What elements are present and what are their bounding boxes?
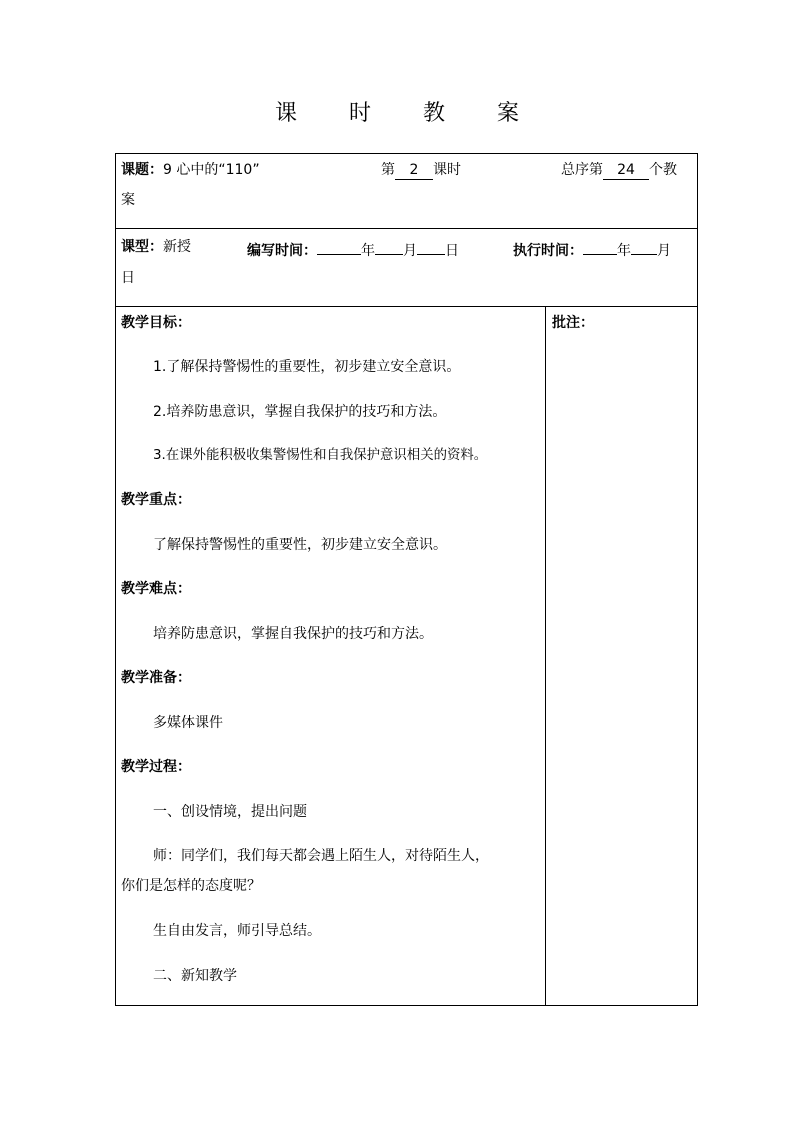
title-char-4: 案	[497, 101, 520, 126]
process-line: 师：同学们，我们每天都会遇上陌生人，对待陌生人，	[153, 848, 489, 864]
exec-month-label: 月	[657, 243, 671, 259]
total-sequence-value: 24	[603, 162, 649, 180]
total-prefix: 总序第	[561, 162, 603, 178]
title-char-1: 课	[274, 101, 297, 126]
process-line: 一、创设情境，提出问题	[153, 804, 307, 820]
exec-time-label: 执行时间：	[513, 243, 583, 259]
write-time-label: 编写时间：	[247, 243, 317, 259]
type-row	[121, 237, 191, 257]
write-day-label: 日	[445, 243, 459, 259]
goal-item: 2.培养防患意识，掌握自我保护的技巧和方法。	[153, 404, 447, 420]
prep-heading: 教学准备：	[121, 670, 191, 686]
table-border-right	[697, 153, 698, 1006]
write-month-label: 月	[403, 243, 417, 259]
write-day-blank	[417, 237, 445, 255]
write-month-blank	[375, 237, 403, 255]
column-divider	[545, 306, 546, 1006]
type-row-wrap: 日	[121, 270, 135, 286]
title-char-2: 时	[348, 101, 371, 126]
type-value: 新授	[163, 239, 191, 255]
lesson-plan-table	[115, 153, 698, 1006]
table-border-left	[115, 153, 116, 1006]
process-line: 生自由发言，师引导总结。	[153, 923, 321, 939]
goal-item: 1.了解保持警惕性的重要性，初步建立安全意识。	[153, 359, 461, 375]
total-sequence	[561, 160, 677, 180]
topic-label: 课题：	[121, 162, 163, 178]
difficulty-heading: 教学难点：	[121, 581, 191, 597]
table-border-top	[115, 153, 698, 154]
write-year-blank	[317, 237, 361, 255]
process-line: 二、新知教学	[153, 968, 237, 984]
lesson-prefix: 第	[381, 162, 395, 178]
page-title	[0, 96, 794, 127]
write-time	[247, 237, 459, 261]
title-char-3: 教	[423, 101, 446, 126]
write-year-label: 年	[361, 243, 375, 259]
exec-year-label: 年	[617, 243, 631, 259]
lesson-number	[381, 160, 461, 180]
topic-value: 9 心中的“110”	[163, 162, 260, 178]
lesson-number-value: 2	[395, 162, 433, 180]
topic-row	[121, 160, 260, 180]
goals-heading: 教学目标：	[121, 315, 191, 331]
process-heading: 教学过程：	[121, 759, 191, 775]
exec-month-blank	[631, 237, 657, 255]
type-label: 课型：	[121, 239, 163, 255]
lesson-suffix: 课时	[433, 162, 461, 178]
table-border-bottom	[115, 1005, 698, 1006]
total-suffix: 个教	[649, 162, 677, 178]
row-divider-2	[115, 306, 698, 307]
row-divider-1	[115, 228, 698, 229]
topic-row-wrap: 案	[121, 192, 135, 208]
process-line: 你们是怎样的态度呢？	[121, 878, 261, 894]
difficulty-text: 培养防患意识，掌握自我保护的技巧和方法。	[153, 626, 433, 642]
goal-item: 3.在课外能积极收集警惕性和自我保护意识相关的资料。	[153, 448, 488, 463]
exec-time	[513, 237, 671, 261]
key-text: 了解保持警惕性的重要性，初步建立安全意识。	[153, 537, 447, 553]
key-heading: 教学重点：	[121, 492, 191, 508]
notes-label: 批注：	[552, 315, 594, 331]
exec-year-blank	[583, 237, 617, 255]
prep-text: 多媒体课件	[153, 715, 223, 731]
